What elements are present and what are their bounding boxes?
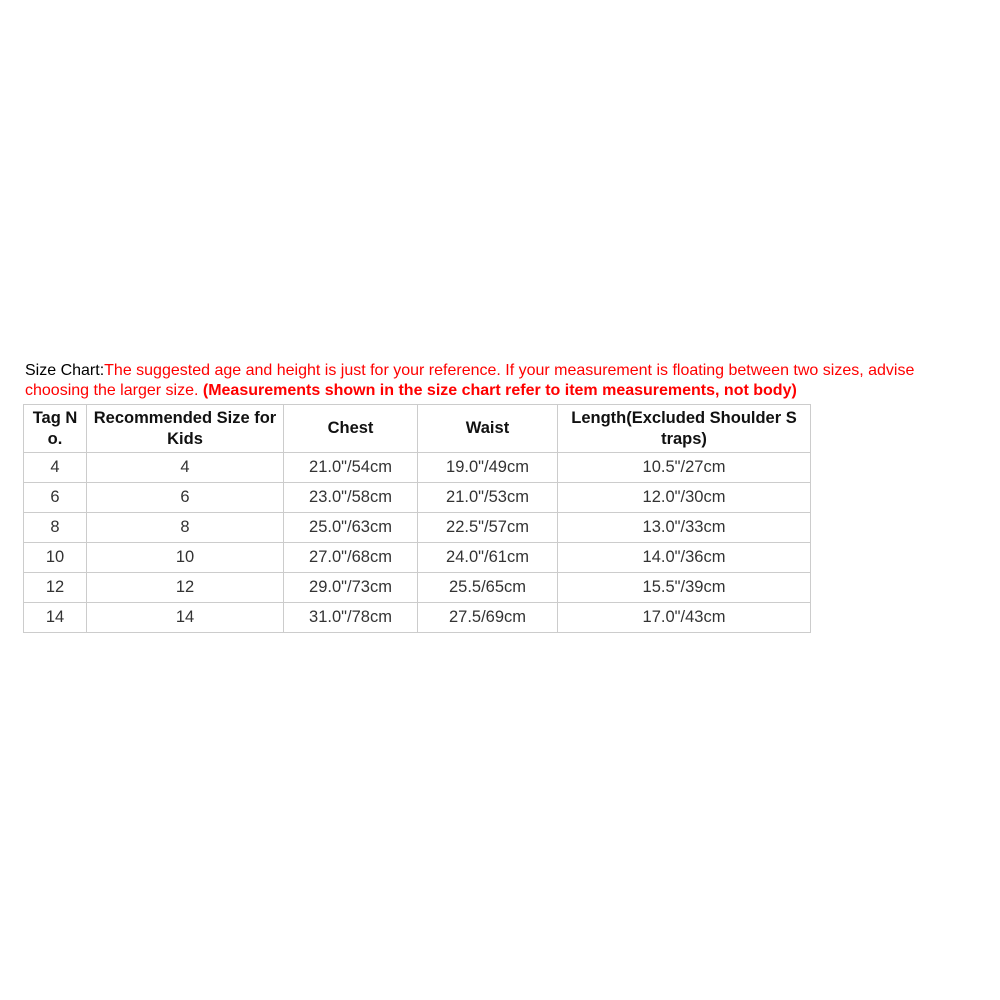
table-row [24,453,811,483]
table-cell: 8 [24,513,87,543]
column-header-4: Waist [418,405,558,453]
intro-note-text: The suggested age and height is just for your reference. If your measurement is floating between two sizes, advise choosing the larger size. [25,362,915,399]
table-cell: 23.0"/58cm [284,483,418,513]
table-cell: 27.5/69cm [418,603,558,633]
table-cell: 6 [24,483,87,513]
table-cell: 4 [87,453,284,483]
table-cell: 4 [24,453,87,483]
table-cell: 12 [87,573,284,603]
column-header-3: Chest [284,405,418,453]
table-cell: 14 [24,603,87,633]
table-cell: 21.0"/54cm [284,453,418,483]
size-chart-intro [25,361,975,401]
table-cell: 17.0"/43cm [558,603,811,633]
column-header-2: Recommended Size for Kids [87,405,284,453]
table-cell: 10 [24,543,87,573]
table-cell: 29.0"/73cm [284,573,418,603]
size-chart-table-head [24,405,811,453]
table-row [24,543,811,573]
table-cell: 19.0"/49cm [418,453,558,483]
size-chart-table-body [24,453,811,633]
intro-note-bold-text: (Measurements shown in the size chart refer to item measurements, not body) [202,382,797,399]
table-cell: 10 [87,543,284,573]
intro-label: Size Chart: [25,362,105,379]
column-header-1: Tag No. [24,405,87,453]
table-cell: 14.0"/36cm [558,543,811,573]
header-row [24,405,811,453]
table-cell: 25.0"/63cm [284,513,418,543]
table-cell: 10.5"/27cm [558,453,811,483]
table-cell: 14 [87,603,284,633]
size-chart-table [23,404,811,633]
table-cell: 15.5"/39cm [558,573,811,603]
column-header-5: Length(Excluded Shoulder Straps) [558,405,811,453]
table-cell: 8 [87,513,284,543]
table-row [24,513,811,543]
table-cell: 25.5/65cm [418,573,558,603]
table-cell: 22.5"/57cm [418,513,558,543]
table-row [24,573,811,603]
table-cell: 21.0"/53cm [418,483,558,513]
table-cell: 12 [24,573,87,603]
table-row [24,603,811,633]
table-row [24,483,811,513]
table-cell: 13.0"/33cm [558,513,811,543]
table-cell: 31.0"/78cm [284,603,418,633]
table-cell: 24.0"/61cm [418,543,558,573]
table-cell: 6 [87,483,284,513]
table-cell: 27.0"/68cm [284,543,418,573]
table-cell: 12.0"/30cm [558,483,811,513]
